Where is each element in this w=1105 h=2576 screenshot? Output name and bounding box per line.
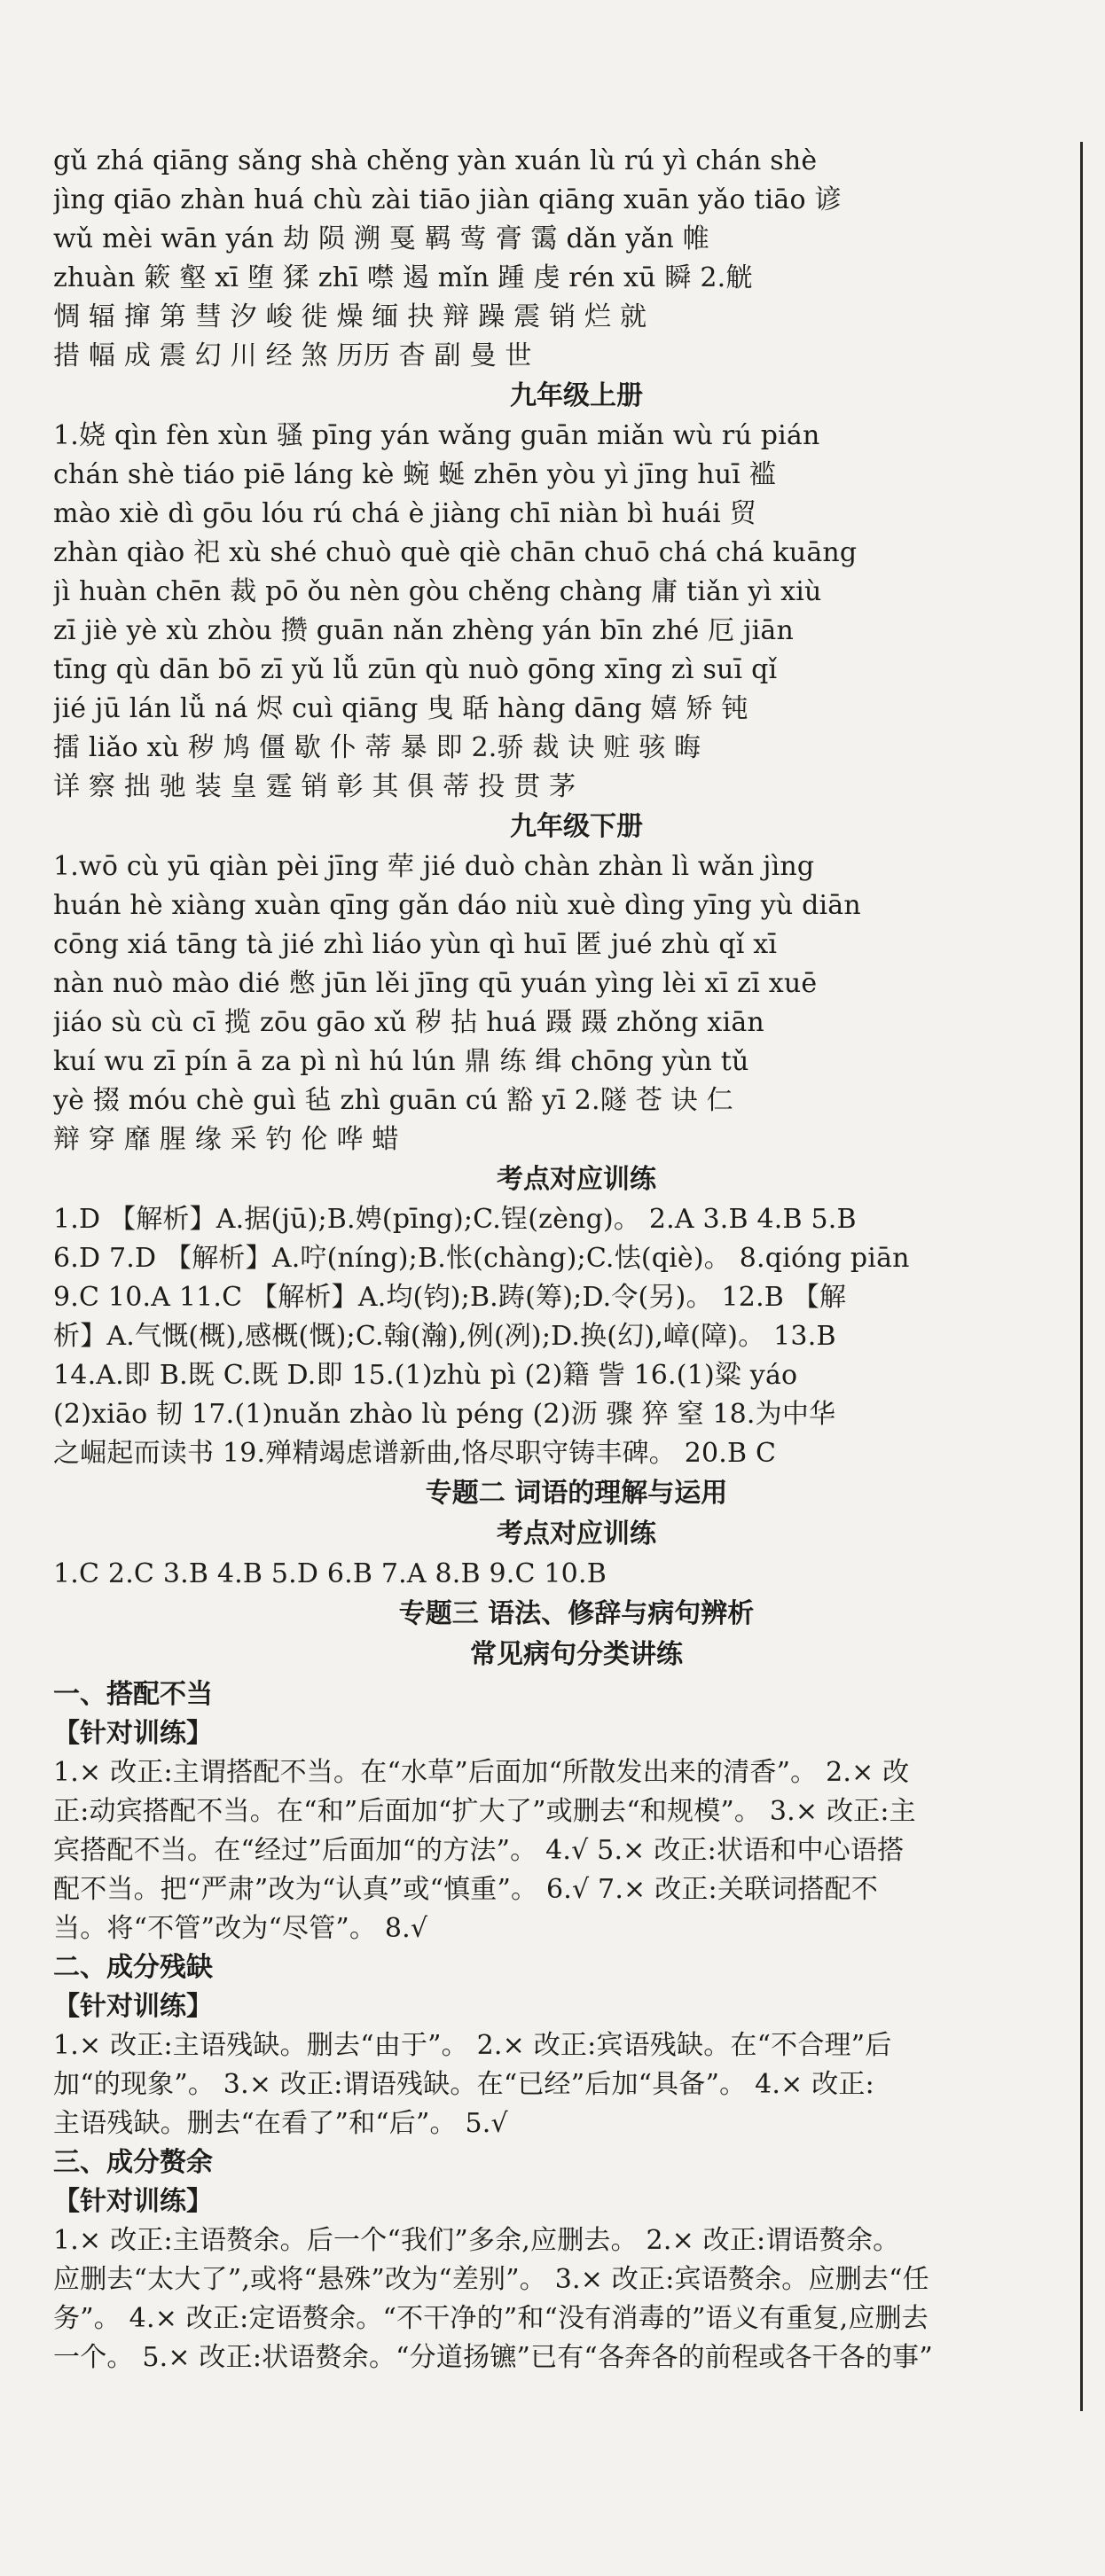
text-line: wǔ mèi wān yán 劫 陨 溯 戛 羁 莺 膏 霭 dǎn yǎn 帷 [53, 223, 709, 254]
topic-heading: 专题二 词语的理解与运用 [425, 1478, 728, 1509]
sec2-missing-component [53, 1948, 1100, 2143]
text-line: jì huàn chēn 裁 pō ǒu nèn gòu chěng chàng 庸 tiǎn yì xiù [53, 576, 822, 607]
training-tag: 【针对训练】 [53, 2186, 213, 2217]
training1-section [53, 1159, 1100, 1473]
topic-heading: 专题三 语法、修辞与病句辨析 [398, 1598, 755, 1629]
text-line: 一个。 5.× 改正:状语赘余。“分道扬镳”已有“各奔各的前程或各干各的事” [53, 2342, 933, 2373]
text-line: zhuàn 簌 壑 xī 堕 猱 zhī 噤 遏 mǐn 踵 虔 rén xū 瞬 2.觥 [53, 262, 753, 293]
text-line: 正:动宾搭配不当。在“和”后面加“扩大了”或删去“和规模”。 3.× 改正:主 [53, 1796, 916, 1827]
section-heading: 考点对应训练 [497, 1164, 656, 1195]
text-line: 详 察 拙 驰 装 皇 霆 销 彰 其 俱 蒂 投 贯 茅 [53, 771, 576, 802]
text-line: nàn nuò mào dié 憋 jūn lěi jīng qū yuán yìng lèi xī zī xuē [53, 968, 818, 999]
topic3-section [53, 1594, 1100, 1675]
text-line: zhàn qiào 祀 xù shé chuò què qiè chān chuō chá chá kuāng [53, 537, 858, 568]
text-line: 析】A.气慨(概),感概(慨);C.翰(瀚),例(冽);D.换(幻),嶂(障)。 13.B [53, 1321, 836, 1352]
topic-subheading: 常见病句分类讲练 [470, 1639, 683, 1670]
text-line: 1.× 改正:主语赘余。后一个“我们”多余,应删去。 2.× 改正:谓语赘余。 [53, 2225, 900, 2256]
text-line: 擂 liǎo xù 秽 鸠 僵 歇 仆 蒂 暴 即 2.骄 裁 诀 赃 骇 晦 [53, 732, 701, 763]
sec1-collocation [53, 1675, 1100, 1948]
text-line: (2)xiāo 韧 17.(1)nuǎn zhào lù péng (2)沥 骤 猝 窒 18.为中华 [53, 1399, 836, 1430]
text-line: zī jiè yè xù zhòu 攒 guān nǎn zhèng yán bīn zhé 厄 jiān [53, 615, 794, 646]
grade9-vol1-section [53, 376, 1100, 807]
subsection-title: 一、搭配不当 [53, 1679, 213, 1710]
text-line: 应删去“太大了”,或将“悬殊”改为“差别”。 3.× 改正:宾语赘余。应删去“任 [53, 2264, 929, 2295]
text-line: 1.D 【解析】A.据(jū);B.娉(pīng);C.锃(zèng)。 2.A 3.B 4.B 5.B [53, 1204, 857, 1235]
section-heading: 九年级下册 [510, 811, 643, 842]
answer-page [53, 142, 1100, 2377]
text-line: kuí wu zī pín ā za pì nì hú lún 鼎 练 缉 chōng yùn tǔ [53, 1046, 749, 1077]
text-line: 1.× 改正:主语残缺。删去“由于”。 2.× 改正:宾语残缺。在“不合理”后 [53, 2030, 892, 2061]
text-line: 14.A.即 B.既 C.既 D.即 15.(1)zhù pì (2)籍 訾 16.(1)粱 yáo [53, 1360, 798, 1391]
text-line: 加“的现象”。 3.× 改正:谓语残缺。在“已经”后加“具备”。 4.× 改正: [53, 2069, 874, 2100]
text-line: yè 掇 móu chè guì 毡 zhì guān cú 豁 yī 2.隧 苍 诀 仁 [53, 1085, 733, 1116]
text-line: jìng qiāo zhàn huá chù zài tiāo jiàn qiāng xuān yǎo tiāo 谚 [53, 184, 842, 215]
continued-block [53, 142, 1100, 376]
text-line: jiáo sù cù cī 揽 zōu gāo xǔ 秽 拈 huá 蹑 蹑 zhǒng xiān [53, 1007, 764, 1038]
topic-subheading: 考点对应训练 [497, 1518, 656, 1550]
text-line: jié jū lán lǚ ná 烬 cuì qiāng 曳 聒 hàng dāng 嬉 矫 钝 [53, 693, 748, 724]
text-line: 惆 辐 撺 第 彗 汐 峻 徙 燥 缅 抉 辩 躁 震 销 烂 就 [53, 301, 647, 332]
text-line: 6.D 7.D 【解析】A.咛(níng);B.怅(chàng);C.怯(qiè)。 8.qióng piān [53, 1243, 910, 1274]
text-line: 之崛起而读书 19.殚精竭虑谱新曲,恪尽职守铸丰碑。 20.B C [53, 1438, 777, 1469]
text-line: chán shè tiáo piē láng kè 蜿 蜒 zhēn yòu yì jīng huī 褴 [53, 459, 776, 490]
sec3-redundant-component [53, 2143, 1100, 2377]
text-line: cōng xiá tāng tà jié zhì liáo yùn qì huī 匿 jué zhù qǐ xī [53, 929, 778, 960]
text-line: 9.C 10.A 11.C 【解析】A.均(钧);B.踌(筹);D.令(另)。 12.B 【解 [53, 1282, 847, 1313]
training-tag: 【针对训练】 [53, 1718, 213, 1749]
subsection-title: 二、成分残缺 [53, 1952, 213, 1983]
section-heading: 九年级上册 [510, 380, 643, 411]
topic2-section [53, 1473, 1100, 1594]
text-line: 1.wō cù yū qiàn pèi jīng 荦 jié duò chàn zhàn lì wǎn jìng [53, 851, 815, 882]
text-line: 宾搭配不当。在“经过”后面加“的方法”。 4.√ 5.× 改正:状语和中心语搭 [53, 1835, 905, 1866]
text-line: 1.× 改正:主谓搭配不当。在“水草”后面加“所散发出来的清香”。 2.× 改 [53, 1757, 910, 1788]
text-line: mào xiè dì gōu lóu rú chá è jiàng chī niàn bì huái 贸 [53, 498, 756, 529]
text-line: 务”。 4.× 改正:定语赘余。“不干净的”和“没有消毒的”语义有重复,应删去 [53, 2303, 929, 2334]
subsection-title: 三、成分赘余 [53, 2147, 213, 2178]
text-line: 辩 穿 靡 腥 缘 采 钓 伦 哗 蜡 [53, 1124, 399, 1155]
text-line: 措 幅 成 震 幻 川 经 煞 历历 杳 副 曼 世 [53, 340, 532, 371]
text-line: huán hè xiàng xuàn qīng gǎn dáo niù xuè dìng yīng yù diān [53, 890, 861, 921]
text-line: 1.娆 qìn fèn xùn 骚 pīng yán wǎng guān miǎn wù rú pián [53, 420, 820, 451]
training-tag: 【针对训练】 [53, 1991, 213, 2022]
text-line: 主语残缺。删去“在看了”和“后”。 5.√ [53, 2108, 508, 2139]
text-line: 配不当。把“严肃”改为“认真”或“慎重”。 6.√ 7.× 改正:关联词搭配不 [53, 1874, 879, 1905]
text-line: gǔ zhá qiāng sǎng shà chěng yàn xuán lù rú yì chán shè [53, 145, 818, 176]
grade9-vol2-section [53, 807, 1100, 1159]
text-line: tīng qù dān bō zī yǔ lǚ zūn qù nuò gōng xīng zì suī qǐ [53, 654, 778, 685]
text-line: 当。将“不管”改为“尽管”。 8.√ [53, 1913, 428, 1944]
text-line: 1.C 2.C 3.B 4.B 5.D 6.B 7.A 8.B 9.C 10.B [53, 1558, 607, 1589]
